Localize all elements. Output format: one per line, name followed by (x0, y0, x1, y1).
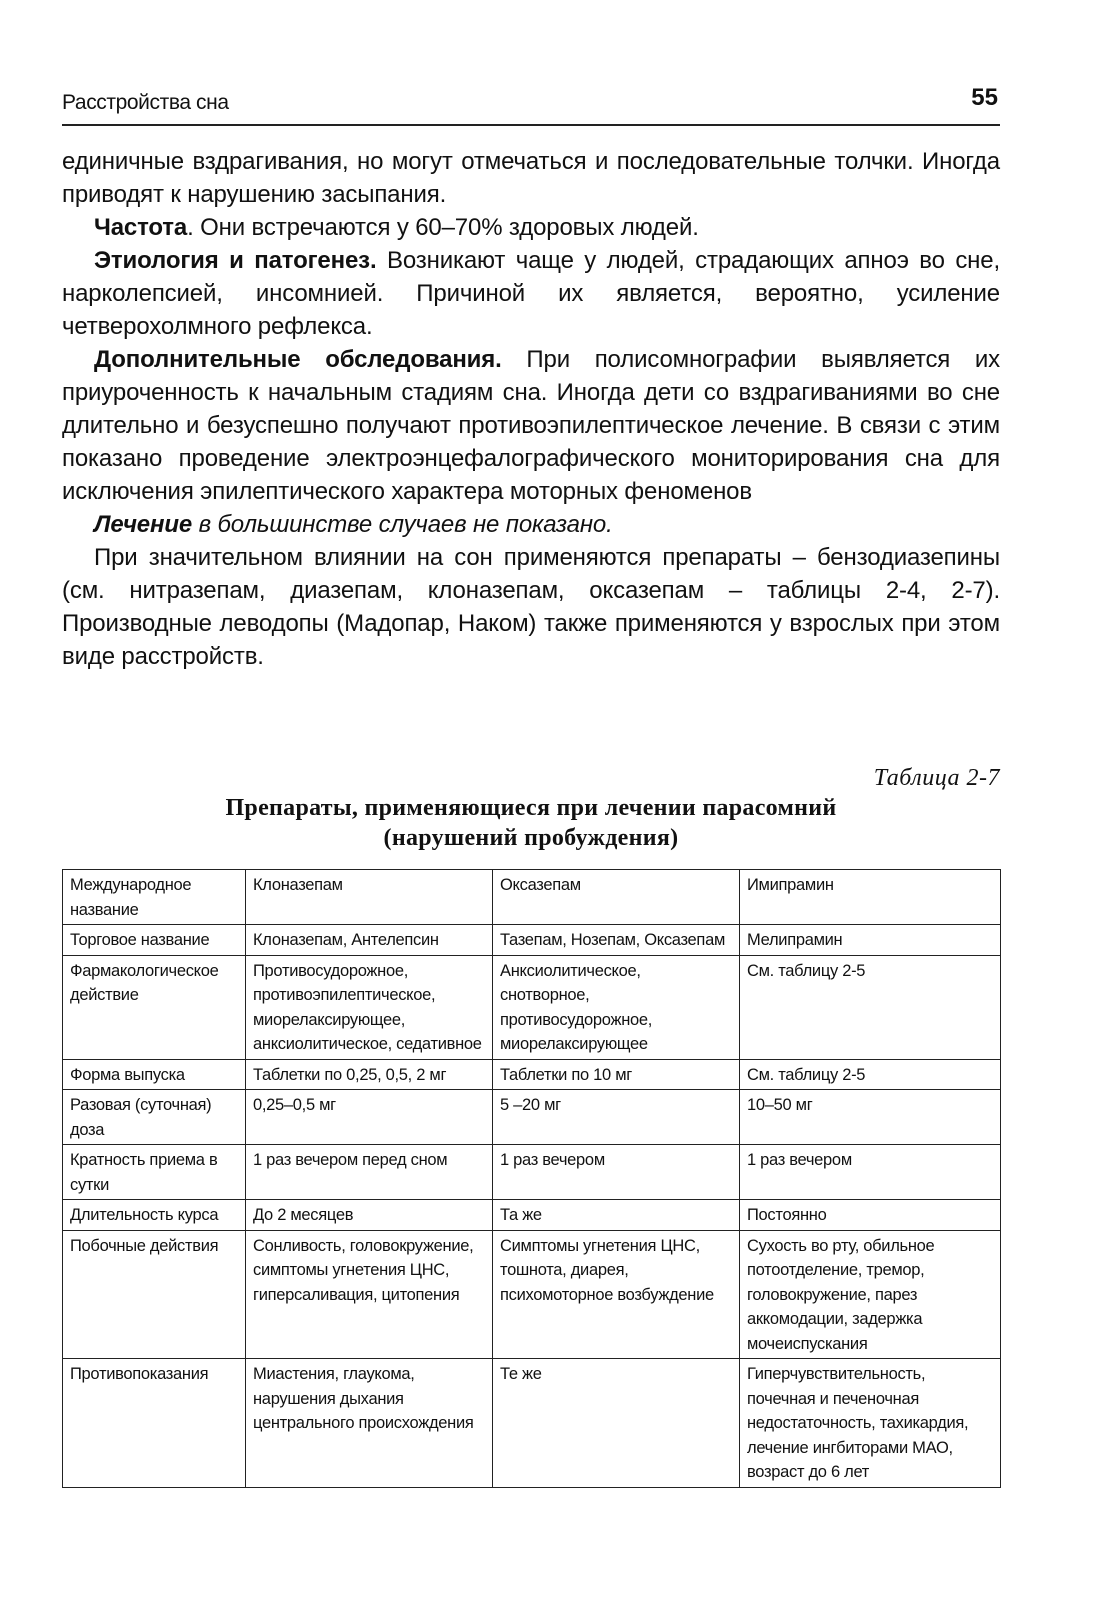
table-cell: 1 раз вечером перед сном (246, 1145, 493, 1200)
table-cell: Клоназепам, Антелепсин (246, 925, 493, 956)
text-frequency: . Они встречаются у 60–70% здоровых людей. (187, 214, 699, 241)
table-row (63, 1200, 1001, 1231)
paragraph-frequency (62, 211, 1000, 244)
table-cell: Мелипрамин (740, 925, 1001, 956)
table-cell: Имипрамин (740, 870, 1001, 925)
table-cell: 5 –20 мг (493, 1090, 740, 1145)
row-header-cell: Разовая (суточная) доза (63, 1090, 246, 1145)
text-examinations: При полисомнографии выявляется их приуроченность к начальным стадиям сна. Иногда дети со вздрагиваниями во сне длительно и безуспешно получают противоэпилептическое лечение. В связи с этим показано проведение электроэнцефалографического мониторирования сна для исключения эпилептического характера моторных феноменов (62, 346, 1000, 505)
body-text (62, 145, 1000, 673)
paragraph-drugs: При значительном влиянии на сон применяются препараты – бензодиазепины (см. нитразепам, диазепам, клоназепам, оксазепам – таблицы 2-4, 2-7). Производные леводопы (Мадопар, Наком) также применяются у взрослых при этом виде расстройств. (62, 544, 1000, 670)
table-title-line-1: Препараты, применяющиеся при лечении парасомний (225, 795, 837, 821)
running-title: Расстройства сна (62, 91, 229, 114)
heading-treatment: Лечение (94, 511, 193, 538)
text-treatment: в большинстве случаев не показано. (192, 511, 613, 538)
table-row (63, 1145, 1001, 1200)
table-cell: Противосудорожное, противоэпилептическое, миорелаксирующее, анксиолитическое, седативное (246, 955, 493, 1059)
table-cell: Сухость во рту, обильное потоотделение, тремор, головокружение, парез аккомодации, задержка мочеиспускания (740, 1230, 1001, 1359)
row-header-cell: Побочные действия (63, 1230, 246, 1359)
paragraph-continuation: единичные вздрагивания, но могут отмечаться и последовательные толчки. Иногда приводят к нарушению засыпания. (62, 148, 1000, 208)
table-title-line-2: (нарушений пробуждения) (383, 825, 679, 851)
table-cell: См. таблицу 2-5 (740, 1059, 1001, 1090)
page-number: 55 (971, 84, 998, 111)
running-header (62, 84, 1000, 126)
heading-etiology: Этиология и патогенез. (94, 247, 377, 274)
row-header-cell: Противопоказания (63, 1359, 246, 1488)
table-cell: 1 раз вечером (740, 1145, 1001, 1200)
table-cell: Те же (493, 1359, 740, 1488)
table-cell: Клоназепам (246, 870, 493, 925)
table-cell: Симптомы угнетения ЦНС, тошнота, диарея, психомоторное возбуждение (493, 1230, 740, 1359)
table-cell: См. таблицу 2-5 (740, 955, 1001, 1059)
table-cell: Гиперчувствительность, почечная и печеночная недостаточность, тахикардия, лечение ингбиторами МАО, возраст до 6 лет (740, 1359, 1001, 1488)
table-row (63, 1059, 1001, 1090)
row-header-cell: Международное название (63, 870, 246, 925)
table-row (63, 870, 1001, 925)
table-cell: Таблетки по 10 мг (493, 1059, 740, 1090)
paragraph-examinations (62, 343, 1000, 508)
paragraph-treatment (62, 508, 1000, 541)
paragraph-etiology (62, 244, 1000, 343)
text-etiology: Возникают чаще у людей, страдающих апноэ во сне, нарколепсией, инсомнией. Причиной их является, вероятно, усиление четверохолмного рефлекса. (62, 247, 1000, 340)
table-cell: 1 раз вечером (493, 1145, 740, 1200)
row-header-cell: Кратность приема в сутки (63, 1145, 246, 1200)
table-cell: Та же (493, 1200, 740, 1231)
table-cell: Миастения, глаукома, нарушения дыхания центрального происхождения (246, 1359, 493, 1488)
table-row (63, 955, 1001, 1059)
table-row (63, 1090, 1001, 1145)
row-header-cell: Форма выпуска (63, 1059, 246, 1090)
heading-examinations: Дополнительные обследования. (94, 346, 502, 373)
table-cell: Тазепам, Нозепам, Оксазепам (493, 925, 740, 956)
table-cell: До 2 месяцев (246, 1200, 493, 1231)
row-header-cell: Длительность курса (63, 1200, 246, 1231)
heading-frequency: Частота (94, 214, 188, 241)
row-header-cell: Фармакологическое действие (63, 955, 246, 1059)
table-cell: Постоянно (740, 1200, 1001, 1231)
table-title (62, 793, 1000, 853)
table-cell: Оксазепам (493, 870, 740, 925)
table-caption: Таблица 2-7 (873, 765, 1000, 791)
drugs-table (62, 869, 1001, 1488)
table-row (63, 1230, 1001, 1359)
table-cell: Анксиолитическое, снотворное, противосудорожное, миорелаксирующее (493, 955, 740, 1059)
table-row (63, 925, 1001, 956)
table-cell: Таблетки по 0,25, 0,5, 2 мг (246, 1059, 493, 1090)
table-cell: 0,25–0,5 мг (246, 1090, 493, 1145)
table-cell: Сонливость, головокружение, симптомы угнетения ЦНС, гиперсаливация, цитопения (246, 1230, 493, 1359)
row-header-cell: Торговое название (63, 925, 246, 956)
table-cell: 10–50 мг (740, 1090, 1001, 1145)
table-row (63, 1359, 1001, 1488)
